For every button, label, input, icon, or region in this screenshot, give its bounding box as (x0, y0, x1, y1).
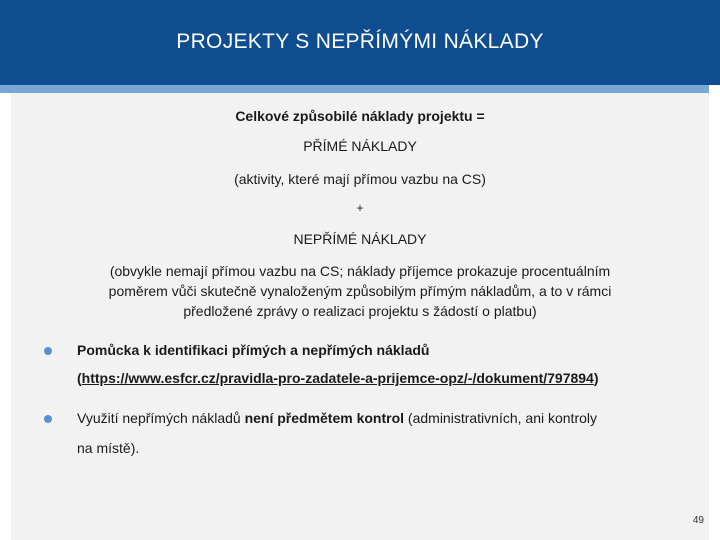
slide-title: PROJEKTY S NEPŘÍMÝMI NÁKLADY (176, 30, 544, 53)
guide-link-line (77, 370, 599, 386)
bullet-icon (44, 415, 52, 423)
control-text-bold: není předmětem kontrol (244, 410, 405, 426)
control-text-line (77, 410, 597, 426)
slide-header (0, 0, 720, 85)
plus-sign: + (356, 201, 364, 215)
indirect-costs-note-line: (obvykle nemají přímou vazbu na CS; náklady příjemce prokazuje procentuálním (109, 263, 611, 279)
control-text-before: Využití nepřímých nákladů (77, 410, 245, 426)
direct-costs-description: (aktivity, které mají přímou vazbu na CS) (234, 171, 486, 187)
formula-title: Celkové způsobilé náklady projektu = (235, 108, 485, 124)
indirect-costs-note-line: poměrem vůči skutečně vynaloženým způsobilým přímým nákladům, a to v rámci (108, 283, 612, 299)
guide-title: Pomůcka k identifikaci přímých a nepřímých nákladů (77, 342, 430, 358)
control-text-line2: na místě). (77, 440, 140, 456)
bullet-icon (44, 347, 52, 355)
link-close-paren: ) (593, 370, 599, 386)
link-open-paren: ( (77, 370, 82, 386)
indirect-costs-label: NEPŘÍMÉ NÁKLADY (293, 231, 427, 247)
page-number: 49 (692, 515, 704, 526)
control-text-after: (administrativních, ani kontroly (404, 410, 597, 426)
indirect-costs-note-line: předložené zprávy o realizaci projektu s žádostí o platbu) (183, 303, 537, 319)
accent-bar (0, 85, 720, 93)
direct-costs-label: PŘÍMÉ NÁKLADY (303, 138, 417, 154)
guide-link[interactable]: https://www.esfcr.cz/pravidla-pro-zadatele-a-prijemce-opz/-/dokument/797894 (81, 370, 594, 386)
